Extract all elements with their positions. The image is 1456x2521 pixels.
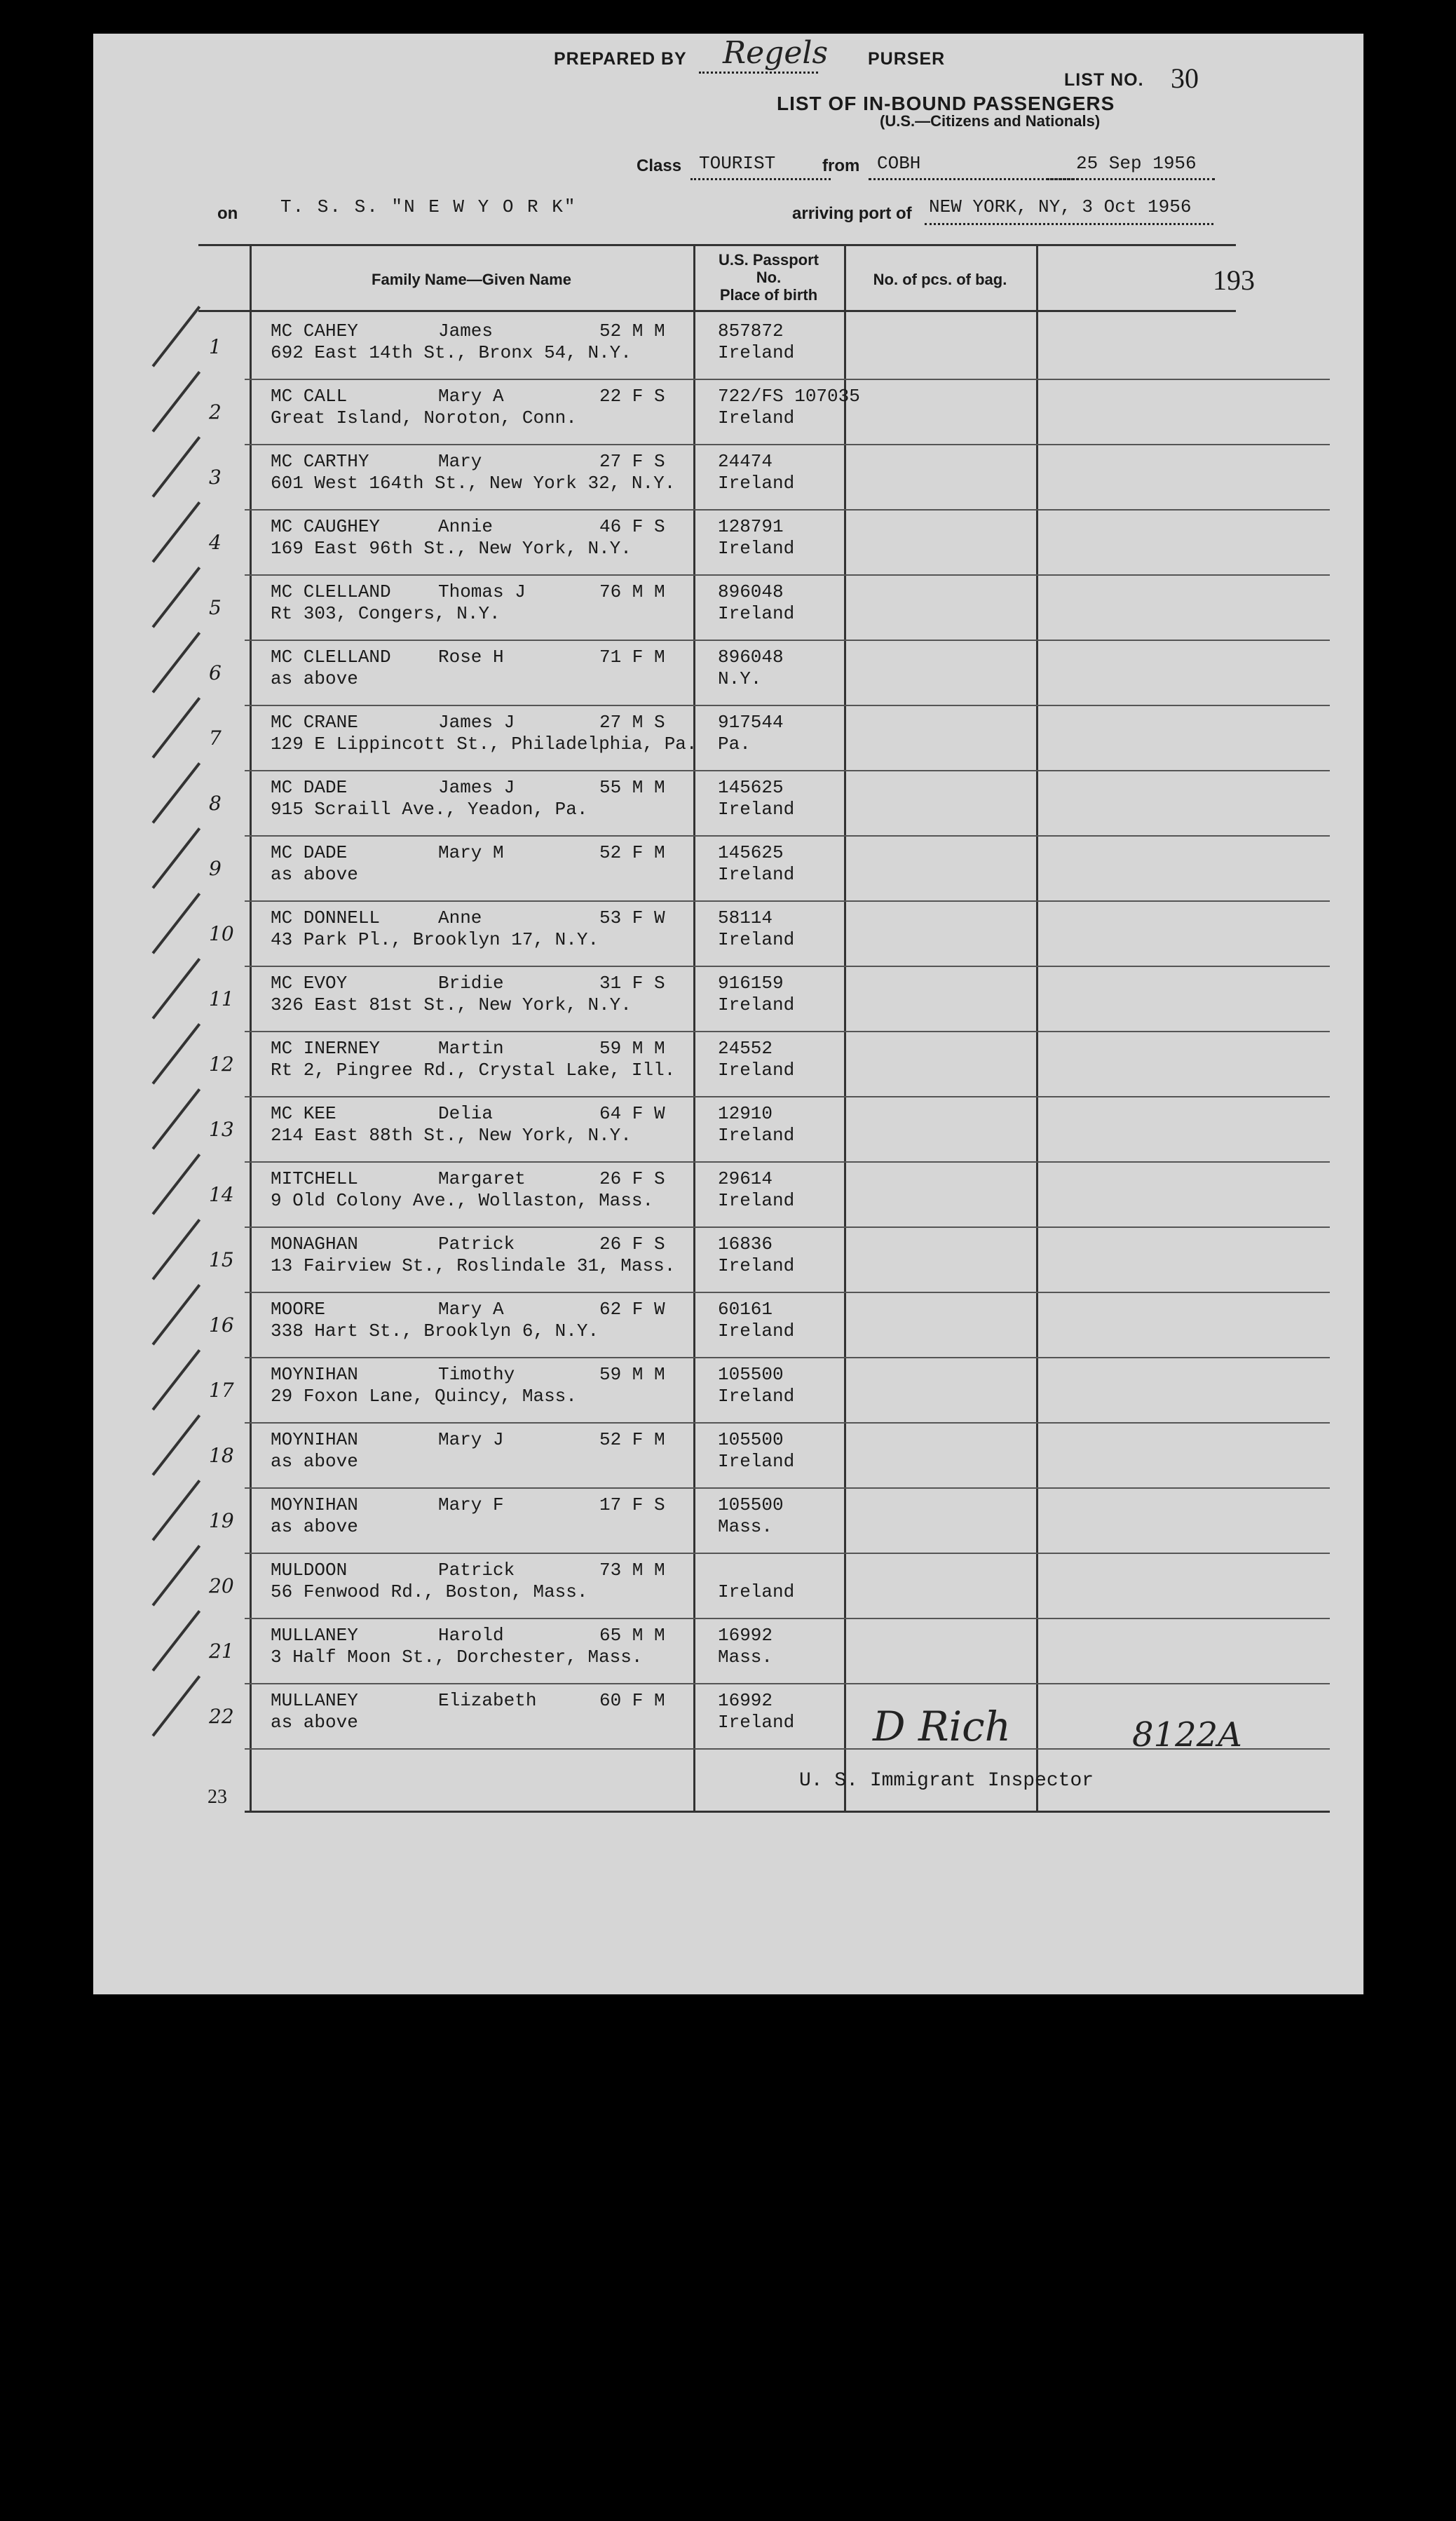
age-sex-status: 26 F S (599, 1234, 665, 1255)
check-mark (152, 697, 201, 759)
age-sex-status: 76 M M (599, 581, 665, 602)
row-number: 4 (209, 531, 222, 554)
row-number: 16 (209, 1313, 234, 1337)
family-name: MOYNIHAN (271, 1494, 358, 1515)
place-of-birth: Ireland (718, 1060, 795, 1081)
passport-number: 16836 (718, 1234, 773, 1255)
place-of-birth: Ireland (718, 1320, 795, 1341)
family-name: MC CALL (271, 386, 348, 407)
from-label: from (822, 156, 860, 175)
age-sex-status: 31 F S (599, 973, 665, 994)
annotation-number: 8122A (1132, 1715, 1242, 1755)
given-name: Mary J (438, 1429, 504, 1450)
prepared-by-label: PREPARED BY (554, 49, 687, 69)
table-row (93, 1162, 1363, 1227)
given-name: Rose H (438, 647, 504, 668)
arriving-value: NEW YORK, NY, 3 Oct 1956 (929, 196, 1192, 217)
passport-number: 896048 (718, 647, 784, 668)
place-of-birth: Ireland (718, 603, 795, 624)
place-of-birth: Ireland (718, 1190, 795, 1211)
given-name: Patrick (438, 1234, 515, 1255)
row-number-last: 23 (207, 1786, 227, 1808)
address: 915 Scraill Ave., Yeadon, Pa. (271, 799, 588, 820)
col-header-passport-3: Place of birth (719, 286, 818, 304)
row-number: 21 (209, 1640, 234, 1663)
given-name: James (438, 320, 494, 342)
table-row (93, 1032, 1363, 1097)
place-of-birth: Ireland (718, 407, 795, 428)
age-sex-status: 73 M M (599, 1560, 665, 1581)
check-mark (152, 1414, 201, 1476)
address: Great Island, Noroton, Conn. (271, 407, 577, 428)
place-of-birth: Ireland (718, 1386, 795, 1407)
address: 169 East 96th St., New York, N.Y. (271, 538, 632, 559)
col-header-passport-2: No. (756, 269, 782, 286)
given-name: Annie (438, 516, 494, 537)
place-of-birth: Ireland (718, 1581, 795, 1602)
address: as above (271, 668, 358, 689)
col-header-passport-1: U.S. Passport (718, 251, 819, 269)
given-name: Mary A (438, 1299, 504, 1320)
age-sex-status: 22 F S (599, 386, 665, 407)
family-name: MC CAUGHEY (271, 516, 381, 537)
row-number: 22 (209, 1705, 234, 1728)
list-subtitle: (U.S.—Citizens and Nationals) (880, 112, 1101, 130)
place-of-birth: Ireland (718, 1255, 795, 1276)
table-row (93, 1488, 1363, 1553)
address: Rt 303, Congers, N.Y. (271, 603, 501, 624)
list-no-value: 30 (1171, 62, 1199, 94)
age-sex-status: 27 F S (599, 451, 665, 472)
row-number: 11 (209, 987, 234, 1011)
check-mark (152, 1219, 201, 1280)
row-number: 15 (209, 1248, 234, 1271)
list-title: LIST OF IN-BOUND PASSENGERS (777, 93, 1115, 114)
from-value: COBH (877, 153, 921, 174)
class-line (690, 177, 831, 180)
arriving-line (925, 222, 1213, 225)
place-of-birth: Ireland (718, 864, 795, 885)
place-of-birth: Ireland (718, 342, 795, 363)
passport-number: 857872 (718, 320, 784, 342)
place-of-birth: N.Y. (718, 668, 762, 689)
table-row (93, 705, 1363, 771)
given-name: Bridie (438, 973, 504, 994)
class-value: TOURIST (699, 153, 776, 174)
check-mark (152, 827, 201, 889)
family-name: MC CLELLAND (271, 647, 391, 668)
place-of-birth: Ireland (718, 538, 795, 559)
age-sex-status: 65 M M (599, 1625, 665, 1646)
address: 338 Hart St., Brooklyn 6, N.Y. (271, 1320, 599, 1341)
place-of-birth: Ireland (718, 929, 795, 950)
family-name: MOORE (271, 1299, 326, 1320)
given-name: Harold (438, 1625, 504, 1646)
row-number: 13 (209, 1118, 234, 1141)
address: Rt 2, Pingree Rd., Crystal Lake, Ill. (271, 1060, 676, 1081)
table-header-border (198, 310, 1236, 312)
given-name: Mary A (438, 386, 504, 407)
table-top-border (198, 244, 1236, 246)
place-of-birth: Ireland (718, 1451, 795, 1472)
row-number: 9 (209, 857, 222, 880)
place-of-birth: Mass. (718, 1516, 773, 1537)
row-number: 2 (209, 400, 222, 424)
check-mark (152, 371, 201, 433)
family-name: MC DONNELL (271, 907, 381, 928)
passport-number: 105500 (718, 1494, 784, 1515)
passport-number: 105500 (718, 1364, 784, 1385)
check-mark (152, 1610, 201, 1672)
family-name: MULDOON (271, 1560, 348, 1581)
table-row (93, 1292, 1363, 1358)
passport-number: 145625 (718, 777, 784, 798)
row-number: 17 (209, 1379, 234, 1402)
row-number: 7 (209, 726, 222, 750)
address: as above (271, 1516, 358, 1537)
row-number: 8 (209, 792, 222, 815)
address: 692 East 14th St., Bronx 54, N.Y. (271, 342, 632, 363)
place-of-birth: Ireland (718, 473, 795, 494)
age-sex-status: 55 M M (599, 777, 665, 798)
check-mark (152, 1480, 201, 1541)
table-row (93, 836, 1363, 901)
table-row (93, 640, 1363, 705)
passport-number: 722/FS 107035 (718, 386, 860, 407)
passport-number: 24552 (718, 1038, 773, 1059)
table-row (93, 1227, 1363, 1292)
check-mark (152, 1284, 201, 1346)
given-name: James J (438, 777, 515, 798)
given-name: Mary (438, 451, 482, 472)
ship-name: T. S. S. "N E W Y O R K" (280, 196, 577, 217)
row-number: 18 (209, 1444, 234, 1467)
inspector-label: U. S. Immigrant Inspector (799, 1770, 1094, 1792)
class-label: Class (637, 156, 682, 175)
age-sex-status: 64 F W (599, 1103, 665, 1124)
col-header-name: Family Name—Given Name (372, 271, 571, 288)
address: 326 East 81st St., New York, N.Y. (271, 994, 632, 1015)
check-mark (152, 1349, 201, 1411)
family-name: MC DADE (271, 842, 348, 863)
address: 9 Old Colony Ave., Wollaston, Mass. (271, 1190, 654, 1211)
given-name: Timothy (438, 1364, 515, 1385)
date-line (1047, 177, 1215, 180)
passport-number: 16992 (718, 1690, 773, 1711)
address: 13 Fairview St., Roslindale 31, Mass. (271, 1255, 676, 1276)
row-number: 6 (209, 661, 222, 684)
passport-number: 896048 (718, 581, 784, 602)
family-name: MC DADE (271, 777, 348, 798)
check-mark (152, 632, 201, 694)
given-name: Mary F (438, 1494, 504, 1515)
passport-number: 128791 (718, 516, 784, 537)
check-mark (152, 893, 201, 954)
given-name: Patrick (438, 1560, 515, 1581)
list-no-label: LIST NO. (1064, 70, 1144, 90)
table-row (93, 575, 1363, 640)
given-name: Thomas J (438, 581, 526, 602)
given-name: Elizabeth (438, 1690, 537, 1711)
table-row (93, 1618, 1363, 1684)
row-number: 10 (209, 922, 234, 945)
passport-number: 29614 (718, 1168, 773, 1189)
age-sex-status: 62 F W (599, 1299, 665, 1320)
age-sex-status: 59 M M (599, 1038, 665, 1059)
age-sex-status: 52 F M (599, 1429, 665, 1450)
row-number: 1 (209, 335, 222, 358)
row-number: 12 (209, 1053, 234, 1076)
family-name: MC KEE (271, 1103, 336, 1124)
place-of-birth: Mass. (718, 1647, 773, 1668)
passport-number: 24474 (718, 451, 773, 472)
family-name: MONAGHAN (271, 1234, 358, 1255)
passport-number: 16992 (718, 1625, 773, 1646)
given-name: James J (438, 712, 515, 733)
age-sex-status: 17 F S (599, 1494, 665, 1515)
passport-number: 58114 (718, 907, 773, 928)
age-sex-status: 52 F M (599, 842, 665, 863)
row-number: 19 (209, 1509, 234, 1532)
check-mark (152, 958, 201, 1020)
arriving-label: arriving port of (792, 204, 912, 223)
address: as above (271, 1712, 358, 1733)
table-row (93, 1097, 1363, 1162)
passport-number: 105500 (718, 1429, 784, 1450)
age-sex-status: 52 M M (599, 320, 665, 342)
table-row (93, 314, 1363, 379)
address: 29 Foxon Lane, Quincy, Mass. (271, 1386, 577, 1407)
family-name: MC EVOY (271, 973, 348, 994)
family-name: MOYNIHAN (271, 1364, 358, 1385)
check-mark (152, 1023, 201, 1085)
passport-number: 60161 (718, 1299, 773, 1320)
check-mark (152, 1675, 201, 1737)
place-of-birth: Ireland (718, 799, 795, 820)
address: 56 Fenwood Rd., Boston, Mass. (271, 1581, 588, 1602)
row-number: 5 (209, 596, 222, 619)
place-of-birth: Ireland (718, 1712, 795, 1733)
address: as above (271, 864, 358, 885)
table-row (93, 1423, 1363, 1488)
family-name: MITCHELL (271, 1168, 358, 1189)
check-mark (152, 567, 201, 628)
address: 129 E Lippincott St., Philadelphia, Pa. (271, 734, 698, 755)
address: 214 East 88th St., New York, N.Y. (271, 1125, 632, 1146)
family-name: MC CAHEY (271, 320, 358, 342)
family-name: MC CRANE (271, 712, 358, 733)
check-mark (152, 501, 201, 563)
given-name: Margaret (438, 1168, 526, 1189)
row-number: 14 (209, 1183, 234, 1206)
depart-date: 25 Sep 1956 (1076, 153, 1197, 174)
family-name: MULLANEY (271, 1690, 358, 1711)
given-name: Mary M (438, 842, 504, 863)
table-row (93, 1553, 1363, 1618)
place-of-birth: Pa. (718, 734, 751, 755)
address: as above (271, 1451, 358, 1472)
table-row (93, 771, 1363, 836)
address: 3 Half Moon St., Dorchester, Mass. (271, 1647, 643, 1668)
given-name: Anne (438, 907, 482, 928)
inspector-signature: D Rich (873, 1703, 1011, 1750)
age-sex-status: 59 M M (599, 1364, 665, 1385)
address: 601 West 164th St., New York 32, N.Y. (271, 473, 676, 494)
age-sex-status: 53 F W (599, 907, 665, 928)
age-sex-status: 71 F M (599, 647, 665, 668)
family-name: MULLANEY (271, 1625, 358, 1646)
col-header-bags: No. of pcs. of bag. (873, 271, 1007, 288)
place-of-birth: Ireland (718, 1125, 795, 1146)
family-name: MC INERNEY (271, 1038, 381, 1059)
purser-label: PURSER (868, 49, 946, 69)
place-of-birth: Ireland (718, 994, 795, 1015)
table-row (93, 901, 1363, 966)
table-bottom-border (245, 1811, 1330, 1813)
address: 43 Park Pl., Brooklyn 17, N.Y. (271, 929, 599, 950)
table-row (93, 1358, 1363, 1423)
row-number: 3 (209, 466, 222, 489)
check-mark (152, 1545, 201, 1607)
table-row (93, 379, 1363, 445)
family-name: MOYNIHAN (271, 1429, 358, 1450)
row-number: 20 (209, 1574, 234, 1597)
manifest-page (93, 34, 1363, 1994)
check-mark (152, 762, 201, 824)
age-sex-status: 26 F S (599, 1168, 665, 1189)
check-mark (152, 1154, 201, 1215)
passport-number: 12910 (718, 1103, 773, 1124)
family-name: MC CARTHY (271, 451, 369, 472)
given-name: Martin (438, 1038, 504, 1059)
passport-number: 916159 (718, 973, 784, 994)
table-row (93, 510, 1363, 575)
on-label: on (217, 204, 238, 223)
check-mark (152, 436, 201, 498)
check-mark (152, 1088, 201, 1150)
passport-number: 917544 (718, 712, 784, 733)
family-name: MC CLELLAND (271, 581, 391, 602)
page-number: 193 (1213, 264, 1255, 296)
age-sex-status: 46 F S (599, 516, 665, 537)
passport-number: 145625 (718, 842, 784, 863)
table-row (93, 445, 1363, 510)
age-sex-status: 60 F M (599, 1690, 665, 1711)
prepared-by-signature: Regels (723, 35, 829, 71)
table-row (93, 966, 1363, 1032)
check-mark (152, 306, 201, 367)
age-sex-status: 27 M S (599, 712, 665, 733)
given-name: Delia (438, 1103, 494, 1124)
